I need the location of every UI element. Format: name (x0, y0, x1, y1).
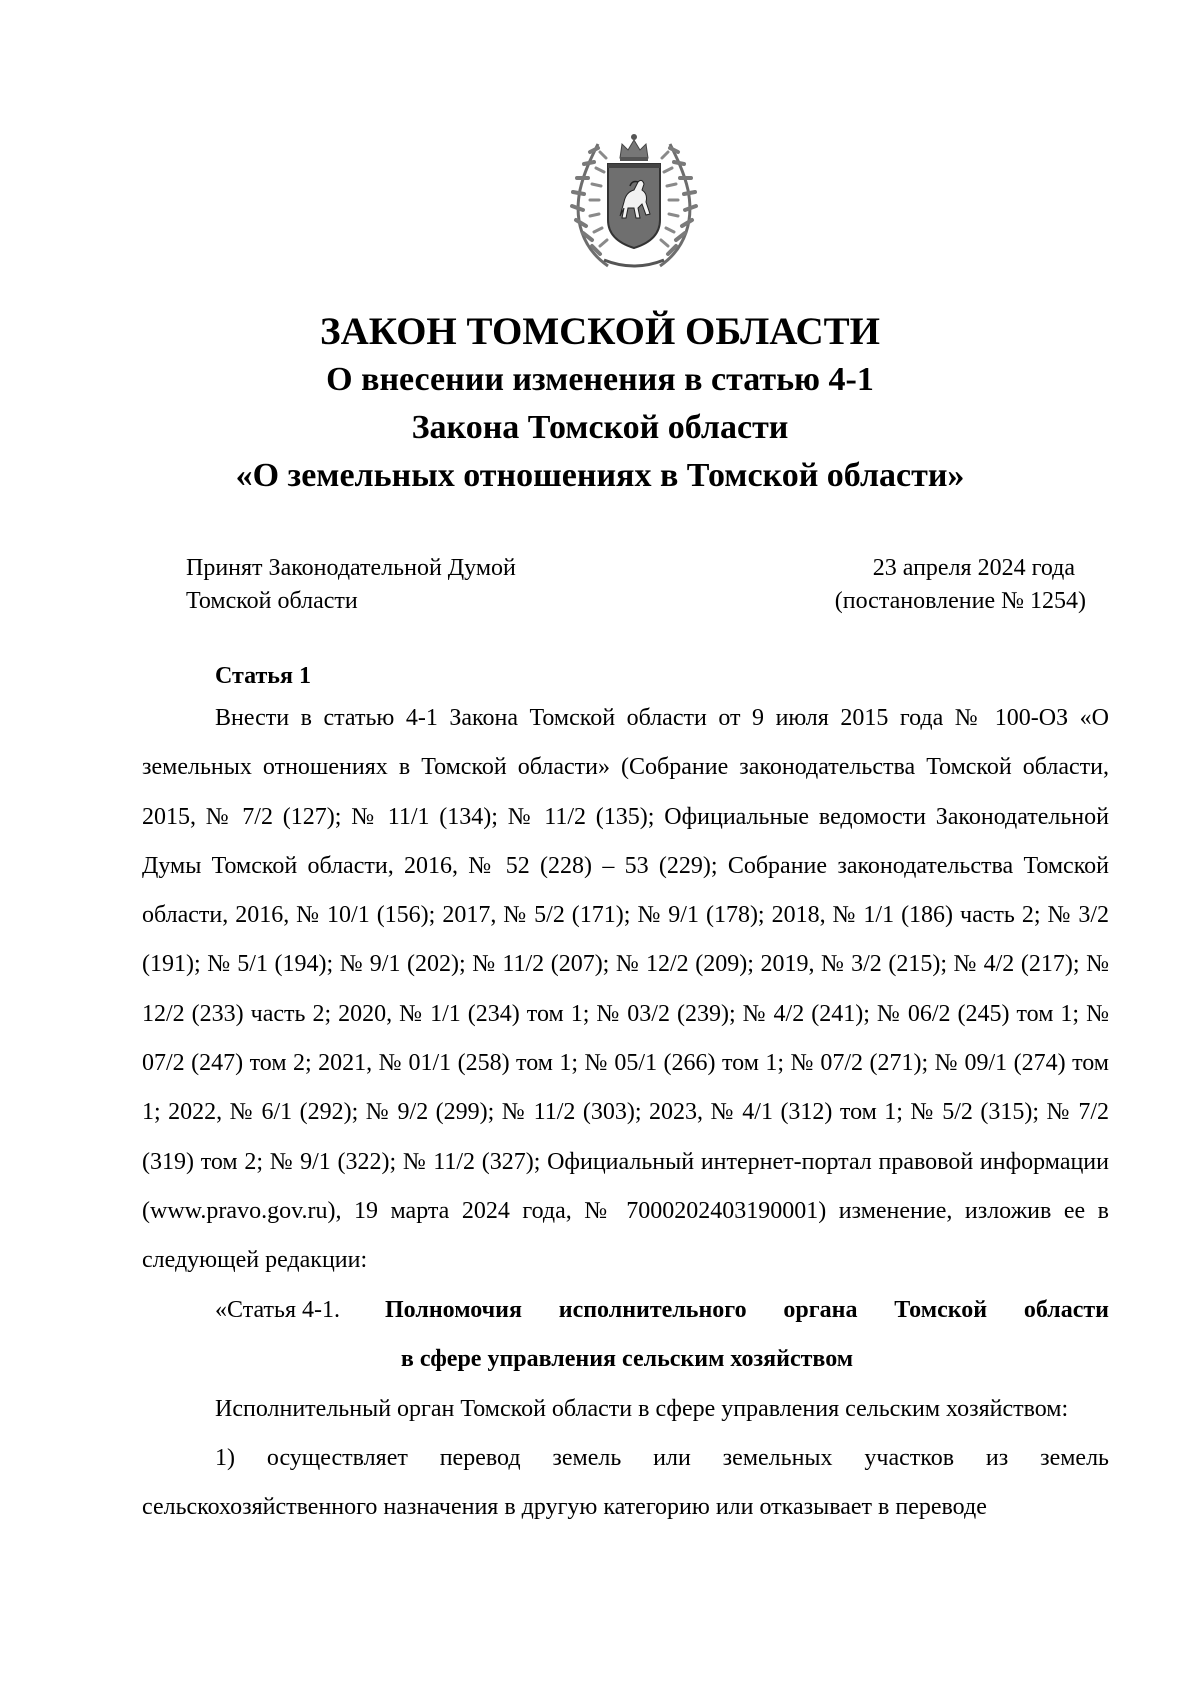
law-title-block (140, 308, 1060, 500)
adoption-meta (186, 552, 1086, 622)
law-title-line-3: «О земельных отношениях в Томской области» (235, 457, 965, 494)
article-4-1-title-line-1: Полномочия исполнительного органа Томской области (385, 1296, 1109, 1323)
adoption-authority (186, 552, 516, 618)
law-body (142, 658, 1109, 1532)
article-4-1-number: «Статья 4-1. (215, 1296, 340, 1323)
adoption-date: 23 апреля 2024 года (872, 555, 1075, 581)
resolution-number: (постановление № 1254) (834, 588, 1086, 614)
article-1-paragraph-text: Внести в статью 4-1 Закона Томской области от 9 июля 2015 года № 100-ОЗ «О земельных отношениях в Томской области» (Собрание законодательства Томской области, 2015, № 7/2 (127); № 11/1 (134); № 11/2 (135); Официальные ведомости Законодательной Думы Томской области, 2016, № 52 (228) – 53 (229); Собрание законодательства Томской области, 2016, № 10/1 (156); 2017, № 5/2 (171); № 9/1 (178); 2018, № 1/1 (186) часть 2; № 3/2 (191); № 5/1 (194); № 9/1 (202); № 11/2 (207); № 12/2 (209); 2019, № 3/2 (215); № 4/2 (217); № 12/2 (233) часть 2; 2020, № 1/1 (234) том 1; № 03/2 (239); № 4/2 (241); № 06/2 (245) том 1; № 07/2 (247) том 2; 2021, № 01/1 (258) том 1; № 05/1 (266) том 1; № 07/2 (271); № 09/1 (274) том 1; 2022, № 6/1 (292); № 9/2 (299); № 11/2 (303); 2023, № 4/1 (312) том 1; № 5/2 (315); № 7/2 (319) том 2; № 9/1 (322); № 11/2 (327); Официальный интернет-портал правовой информации (www.pravo.gov.ru), 19 марта 2024 года, № 7000202403190001) (142, 705, 1109, 1224)
article-1-heading: Статья 1 (215, 663, 311, 689)
article-1-paragraph-end: изменение, изложив ее в следующей редакции: (142, 1197, 1109, 1274)
adoption-date-block (835, 552, 1086, 618)
adoption-authority-line-1: Принят Законодательной Думой (186, 555, 516, 581)
tomsk-oblast-coat-of-arms (568, 128, 700, 270)
article-4-1-title-line-2: в сфере управления сельским хозяйством (400, 1345, 854, 1372)
article-4-1-title (142, 1286, 1109, 1385)
law-type-heading: ЗАКОН ТОМСКОЙ ОБЛАСТИ (320, 310, 880, 353)
article-1-paragraph (142, 694, 1109, 1286)
adoption-authority-line-2: Томской области (186, 588, 358, 614)
article-4-1-item-1: 1) осуществляет перевод земель или земельных участков из земель сельскохозяйственного назначения в другую категорию или отказывает в переводе (142, 1444, 1109, 1521)
article-4-1-intro: Исполнительный орган Томской области в сфере управления сельским хозяйством: (215, 1395, 1069, 1422)
law-title-line-2: Закона Томской области (411, 409, 789, 446)
law-title-line-1: О внесении изменения в статью 4-1 (326, 361, 874, 398)
